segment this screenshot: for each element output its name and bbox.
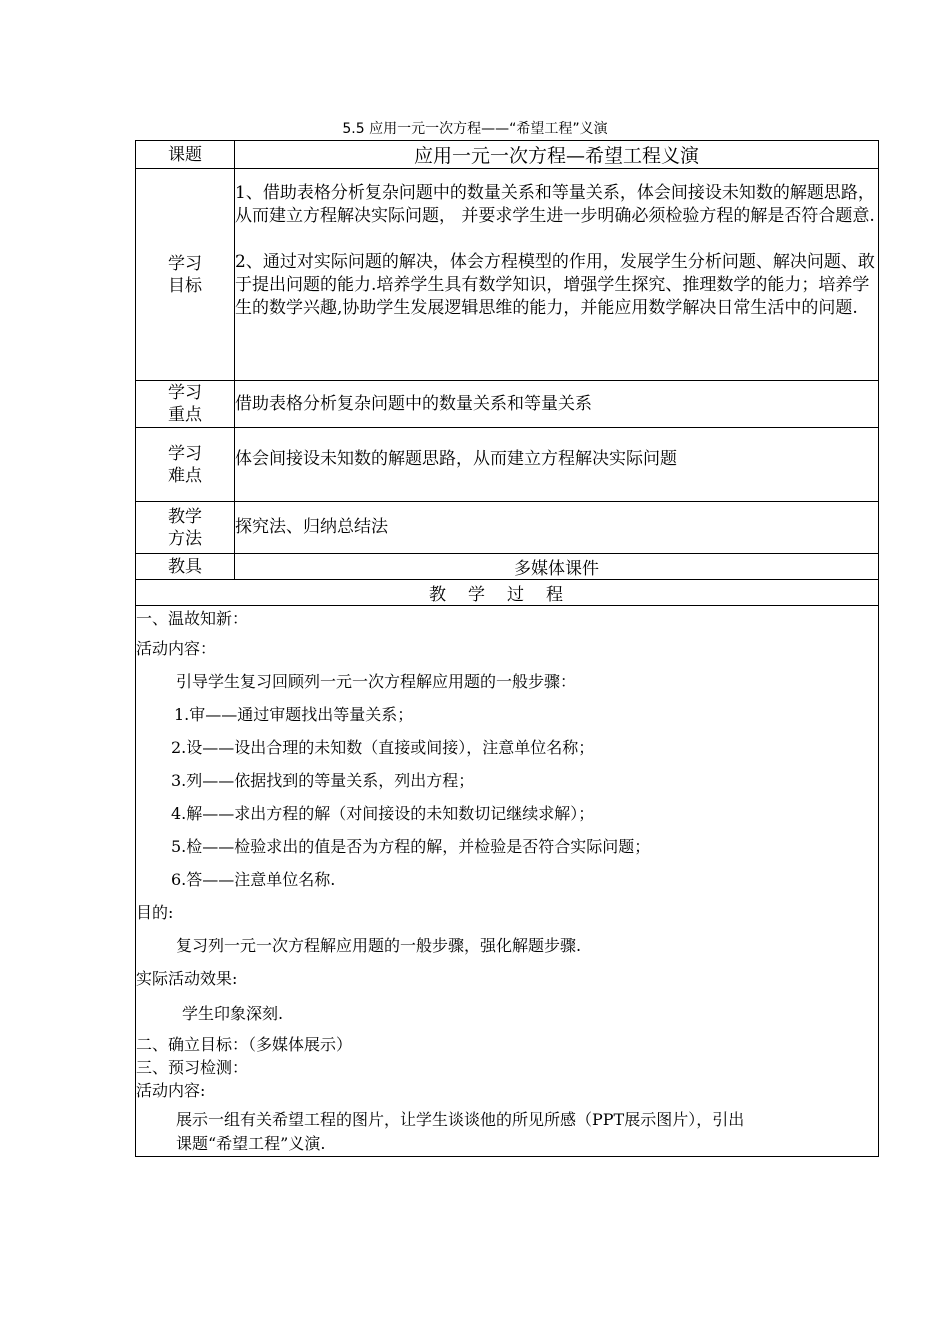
topic-label: 课题 [136,141,235,169]
tools-label: 教具 [136,554,235,580]
purpose-text: 复习列一元一次方程解应用题的一般步骤，强化解题步骤. [176,936,582,955]
activity-intro: 引导学生复习回顾列一元一次方程解应用题的一般步骤： [176,672,577,691]
process-heading-row [136,580,879,606]
goals-label-line1: 学习 [168,253,202,274]
goals-label [136,169,235,381]
focus-label-line1: 学习 [168,383,202,403]
difficulty-label-line2: 难点 [168,465,202,486]
focus-row [136,381,879,428]
focus-value: 借助表格分析复杂问题中的数量关系和等量关系 [235,381,879,428]
step-6: 6.答——注意单位名称. [171,870,336,889]
focus-label [136,381,235,428]
activity-text [136,1108,878,1156]
document-title: 5.5 应用一元一次方程——“希望工程”义演 [342,121,608,137]
activity-label-2: 活动内容: [136,1081,206,1100]
purpose-label: 目的: [136,903,174,922]
section-1-heading: 一、温故知新： [136,609,249,628]
effect-text: 学生印象深刻. [182,1004,284,1023]
activity-text-line2: 课题“希望工程”义演. [176,1134,326,1153]
method-label-line2: 方法 [168,528,202,549]
step-2: 2.设——设出合理的未知数（直接或间接），注意单位名称； [171,738,595,757]
method-value: 探究法、归纳总结法 [235,502,879,554]
activity-text-line1: 展示一组有关希望工程的图片，让学生谈谈他的所见所感（PPT展示图片），引出 [176,1110,745,1129]
process-content [136,606,879,1157]
goals-row [136,169,879,381]
topic-value: 应用一元一次方程—希望工程义演 [235,141,879,169]
step-1: 1.审——通过审题找出等量关系； [174,705,414,724]
tools-row [136,554,879,580]
tools-value: 多媒体课件 [235,554,879,580]
effect-label: 实际活动效果: [136,969,238,988]
step-3: 3.列——依据找到的等量关系，列出方程； [171,771,475,790]
difficulty-label-line1: 学习 [168,443,202,464]
activity-label: 活动内容： [136,639,217,658]
difficulty-label [136,428,235,502]
goal-item-1: 1、借助表格分析复杂问题中的数量关系和等量关系，体会间接设未知数的解题思路，从而建立方程解决实际问题， 并要求学生进一步明确必须检验方程的解是否符合题意. [235,183,875,226]
goal-item-2: 2、通过对实际问题的解决，体会方程模型的作用，发展学生分析问题、解决问题、敢于提出问题的能力.培养学生具有数学知识，增强学生探究、推理数学的能力；培养学生的数学兴趣,协助学生发展逻辑思维的能力，并能应用数学解决日常生活中的问题. [235,252,875,318]
topic-row [136,141,879,169]
method-label [136,502,235,554]
lesson-plan-table [135,140,879,1157]
goals-label-line2: 目标 [168,275,202,296]
method-label-line1: 教学 [168,506,202,527]
process-row [136,606,879,1157]
process-heading: 教学过程 [136,580,879,606]
section-3-heading: 三、预习检测： [136,1058,249,1077]
section-2-heading: 二、确立目标：（多媒体展示） [136,1035,353,1054]
step-4: 4.解——求出方程的解（对间接设的未知数切记继续求解）； [171,804,595,823]
focus-label-line2: 重点 [168,405,202,425]
method-row [136,502,879,554]
difficulty-row [136,428,879,502]
goals-content [235,169,879,381]
step-5: 5.检——检验求出的值是否为方程的解，并检验是否符合实际问题； [171,837,651,856]
difficulty-value: 体会间接设未知数的解题思路，从而建立方程解决实际问题 [235,428,879,502]
